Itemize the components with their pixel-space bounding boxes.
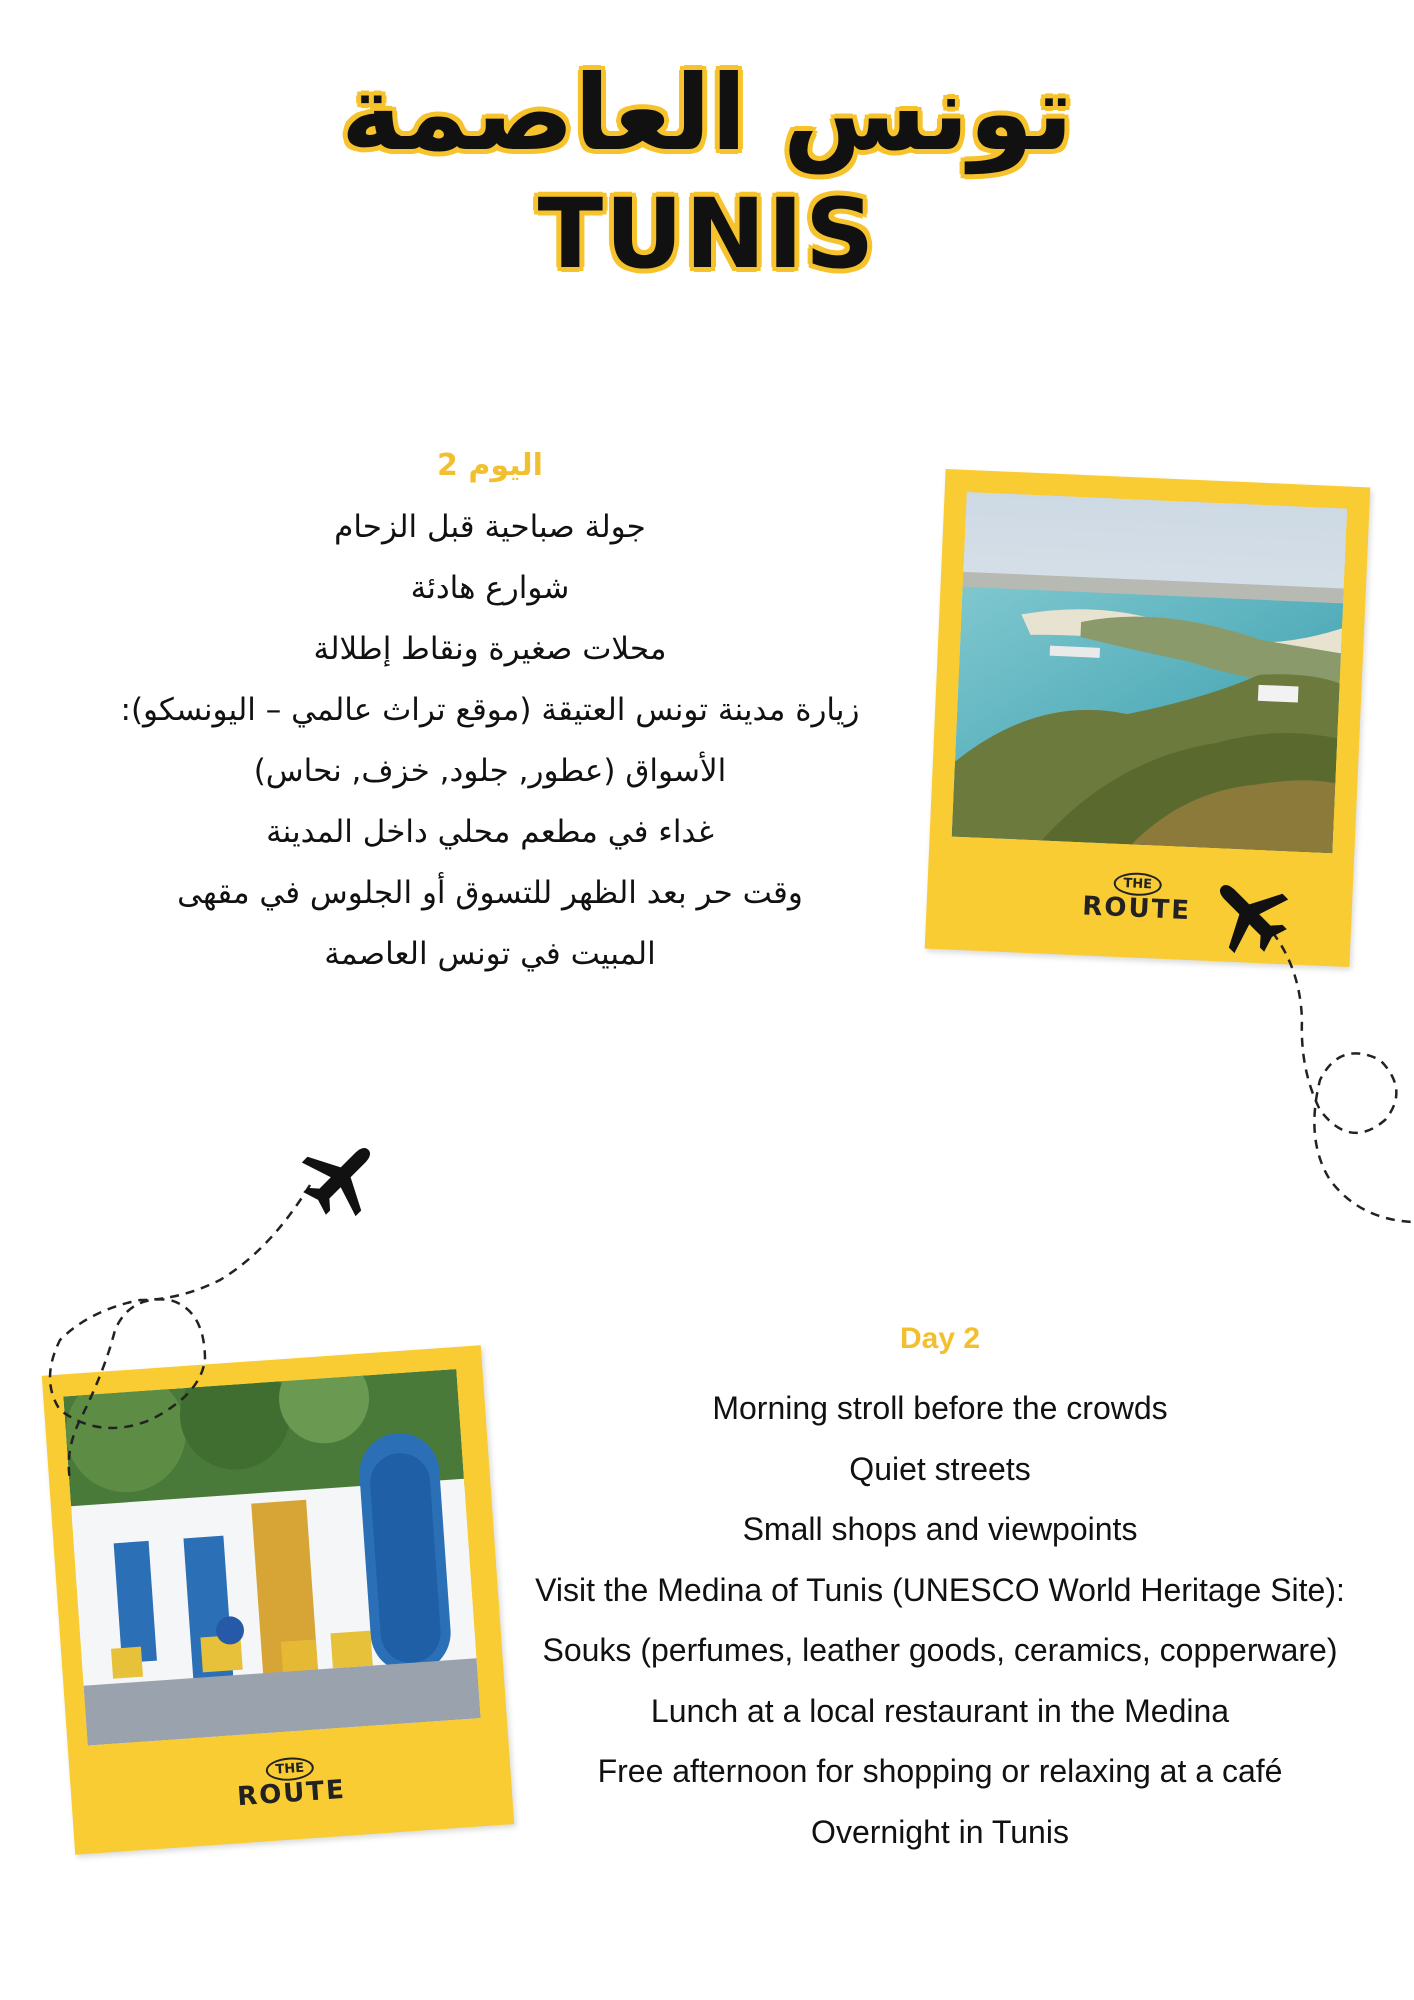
route-logo bbox=[1076, 870, 1198, 926]
arabic-line: المبيت في تونس العاصمة bbox=[324, 936, 656, 972]
doors-photo bbox=[63, 1369, 480, 1746]
english-line: Small shops and viewpoints bbox=[742, 1511, 1138, 1547]
polaroid-photo-coast bbox=[925, 469, 1371, 967]
arabic-line: محلات صغيرة ونقاط إطلالة bbox=[313, 631, 667, 667]
polaroid-photo-doors bbox=[42, 1345, 514, 1855]
arabic-line: جولة صباحية قبل الزحام bbox=[334, 509, 646, 545]
english-line: Overnight in Tunis bbox=[811, 1813, 1069, 1850]
logo-the: THE bbox=[1113, 872, 1163, 897]
arabic-line: زيارة مدينة تونس العتيقة (موقع تراث عالمي – اليونسكو): bbox=[120, 692, 860, 728]
english-line: Free afternoon for shopping or relaxing at a café bbox=[597, 1753, 1283, 1789]
english-line: Lunch at a local restaurant in the Medina bbox=[650, 1692, 1230, 1729]
day-label-arabic: اليوم 2 bbox=[437, 448, 543, 483]
english-line: Visit the Medina of Tunis (UNESCO World Heritage Site): bbox=[535, 1571, 1345, 1608]
english-line: Souks (perfumes, leather goods, ceramics, copperware) bbox=[542, 1632, 1338, 1668]
page-title-english: TUNIS bbox=[537, 178, 877, 290]
english-line: Morning stroll before the crowds bbox=[712, 1390, 1168, 1426]
arabic-line: غداء في مطعم محلي داخل المدينة bbox=[266, 814, 714, 850]
logo-route: ROUTE bbox=[236, 1774, 347, 1813]
english-line: Quiet streets bbox=[849, 1450, 1031, 1487]
arabic-line: الأسواق (عطور, جلود, خزف, نحاس) bbox=[253, 753, 727, 789]
logo-route: ROUTE bbox=[1081, 891, 1192, 927]
logo-the: THE bbox=[265, 1756, 315, 1782]
arabic-line: وقت حر بعد الظهر للتسوق أو الجلوس في مقهى bbox=[177, 875, 803, 911]
arabic-line: شوارع هادئة bbox=[410, 570, 570, 606]
airplane-icon bbox=[288, 1123, 395, 1230]
page-title-arabic: تونس العاصمة bbox=[340, 52, 1074, 174]
route-logo bbox=[229, 1753, 352, 1812]
day-label-english: Day 2 bbox=[899, 1322, 981, 1355]
arabic-itinerary bbox=[100, 448, 880, 985]
coast-photo bbox=[952, 492, 1348, 853]
english-itinerary bbox=[510, 1322, 1370, 1862]
